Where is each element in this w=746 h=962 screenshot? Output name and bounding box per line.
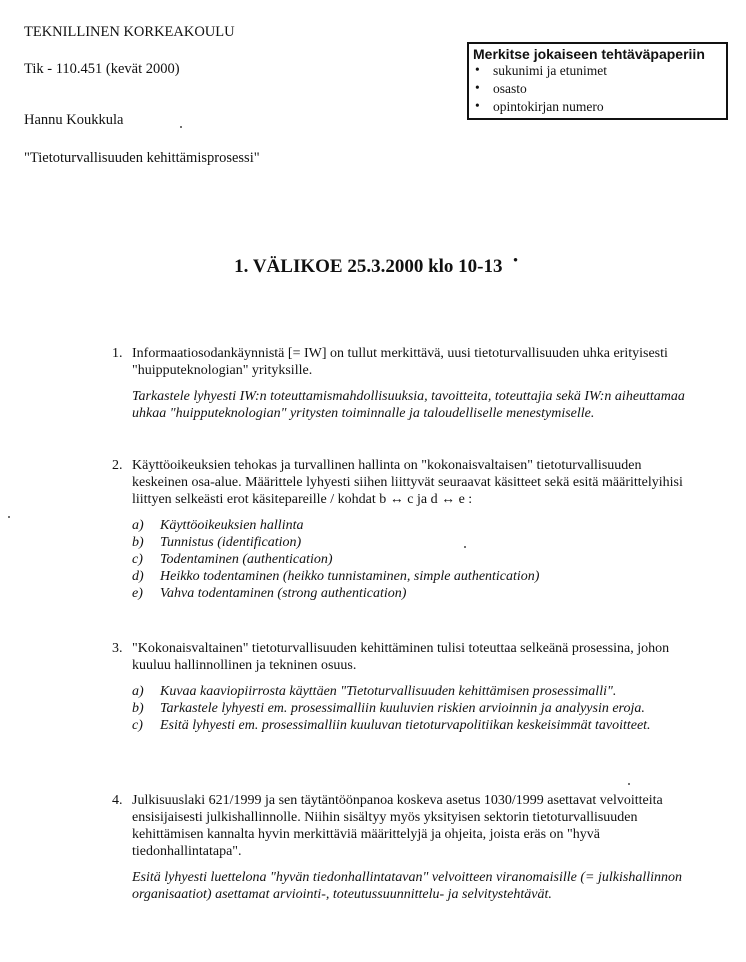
question-number: 1.	[112, 346, 123, 361]
subitem-letter: b)	[132, 701, 144, 716]
title-mark: •	[513, 252, 518, 267]
question-number: 4.	[112, 793, 123, 808]
notice-item: • sukunimi ja etunimet	[473, 62, 722, 80]
scan-speck	[8, 516, 10, 518]
question-1	[112, 345, 697, 422]
subitem	[132, 551, 697, 568]
subitem-list	[132, 683, 697, 734]
subitem-letter: e)	[132, 586, 143, 601]
subitem-letter: c)	[132, 718, 143, 733]
notice-item: • osasto	[473, 80, 722, 98]
subitem-text: Esitä lyhyesti em. prosessimalliin kuuluvan tietoturvapolitiikan keskeisimmät tavoitteet.	[160, 718, 651, 733]
subitem-text: Tunnistus (identification)	[160, 535, 302, 550]
question-text: Informaatiosodankäynnistä [= IW] on tullut merkittävä, uusi tietoturvallisuuden uhka erityisesti "huipputeknologian" yrityksille.	[132, 346, 668, 378]
subitem-letter: b)	[132, 535, 144, 550]
question-4	[112, 792, 697, 903]
question-text: "Kokonaisvaltainen" tietoturvallisuuden kehittäminen tulisi toteuttaa selkeänä prosessina, johon kuuluu hallinnollinen ja tekninen osuus.	[132, 641, 670, 673]
scan-speck	[464, 546, 466, 548]
course-code: Tik - 110.451 (kevät 2000)	[24, 61, 180, 77]
subitem-letter: d)	[132, 569, 144, 584]
exam-title-row	[0, 252, 746, 278]
subitem	[132, 700, 697, 717]
question-number: 3.	[112, 641, 123, 656]
subitem	[132, 534, 697, 551]
lecturer-name: Hannu Koukkula	[24, 112, 124, 128]
subitem	[132, 517, 697, 534]
scan-speck	[628, 783, 630, 785]
question-text: Käyttöoikeuksien tehokas ja turvallinen hallinta on "kokonaisvaltaisen" tietoturvallisuuden keskeinen osa-alue. Määrittele lyhyesti siihen liittyvät seuraavat käsitteet sekä esitä määrittelyihisi liittyen selkeästi erot käsitepareille / kohdat b ↔ c ja d ↔ e :	[132, 458, 683, 507]
subitem-letter: a)	[132, 518, 144, 533]
institution-name: TEKNILLINEN KORKEAKOULU	[24, 24, 235, 40]
question-number: 2.	[112, 458, 123, 473]
question-3	[112, 640, 697, 734]
scan-speck	[180, 126, 182, 128]
question-2	[112, 457, 697, 602]
course-name: "Tietoturvallisuuden kehittämisprosessi"	[24, 150, 260, 166]
notice-box-list	[473, 62, 722, 116]
subitem	[132, 683, 697, 700]
subitem-text: Kuvaa kaaviopiirrosta käyttäen "Tietoturvallisuuden kehittämisen prosessimalli".	[160, 684, 617, 699]
notice-item: • opintokirjan numero	[473, 98, 722, 116]
subitem-text: Heikko todentaminen (heikko tunnistaminen, simple authentication)	[160, 569, 540, 584]
subitem-list	[132, 517, 697, 602]
exam-title: 1. VÄLIKOE 25.3.2000 klo 10-13	[234, 256, 503, 277]
question-text: Julkisuuslaki 621/1999 ja sen täytäntöönpanoa koskeva asetus 1030/1999 asettavat velvoitteita ensisijaisesti julkishallinnolle. Niihin sisältyy myös yksityisen sektorin tietoturvallisuuden kehittämisen kannalta hyvin merkittäviä määrittelyjä ja ohjeita, joista eräs on "hyvä tiedonhallintatapa".	[132, 793, 663, 859]
subitem	[132, 568, 697, 585]
subitem	[132, 717, 697, 734]
subitem-letter: c)	[132, 552, 143, 567]
subitem-letter: a)	[132, 684, 144, 699]
question-instruction: Tarkastele lyhyesti IW:n toteuttamismahdollisuuksia, tavoitteita, toteuttajia sekä IW:n aiheuttamaa uhkaa "huipputeknologian" yritysten toiminnalle ja taloudelliselle menestymiselle.	[132, 389, 685, 421]
subitem	[132, 585, 697, 602]
question-instruction: Esitä lyhyesti luettelona "hyvän tiedonhallintatavan" velvoitteen viranomaisille (= julkishallinnon organisaatiot) asettamat arviointi-, toteutussuunnittelu- ja selvitystehtävät.	[132, 870, 682, 902]
notice-box	[467, 42, 728, 120]
subitem-text: Tarkastele lyhyesti em. prosessimalliin kuuluvien riskien arvioinnin ja analyysin eroja.	[160, 701, 645, 716]
subitem-text: Vahva todentaminen (strong authentication)	[160, 586, 407, 601]
notice-box-title: Merkitse jokaiseen tehtäväpaperiin	[473, 46, 705, 62]
subitem-text: Käyttöoikeuksien hallinta	[160, 518, 304, 533]
subitem-text: Todentaminen (authentication)	[160, 552, 333, 567]
